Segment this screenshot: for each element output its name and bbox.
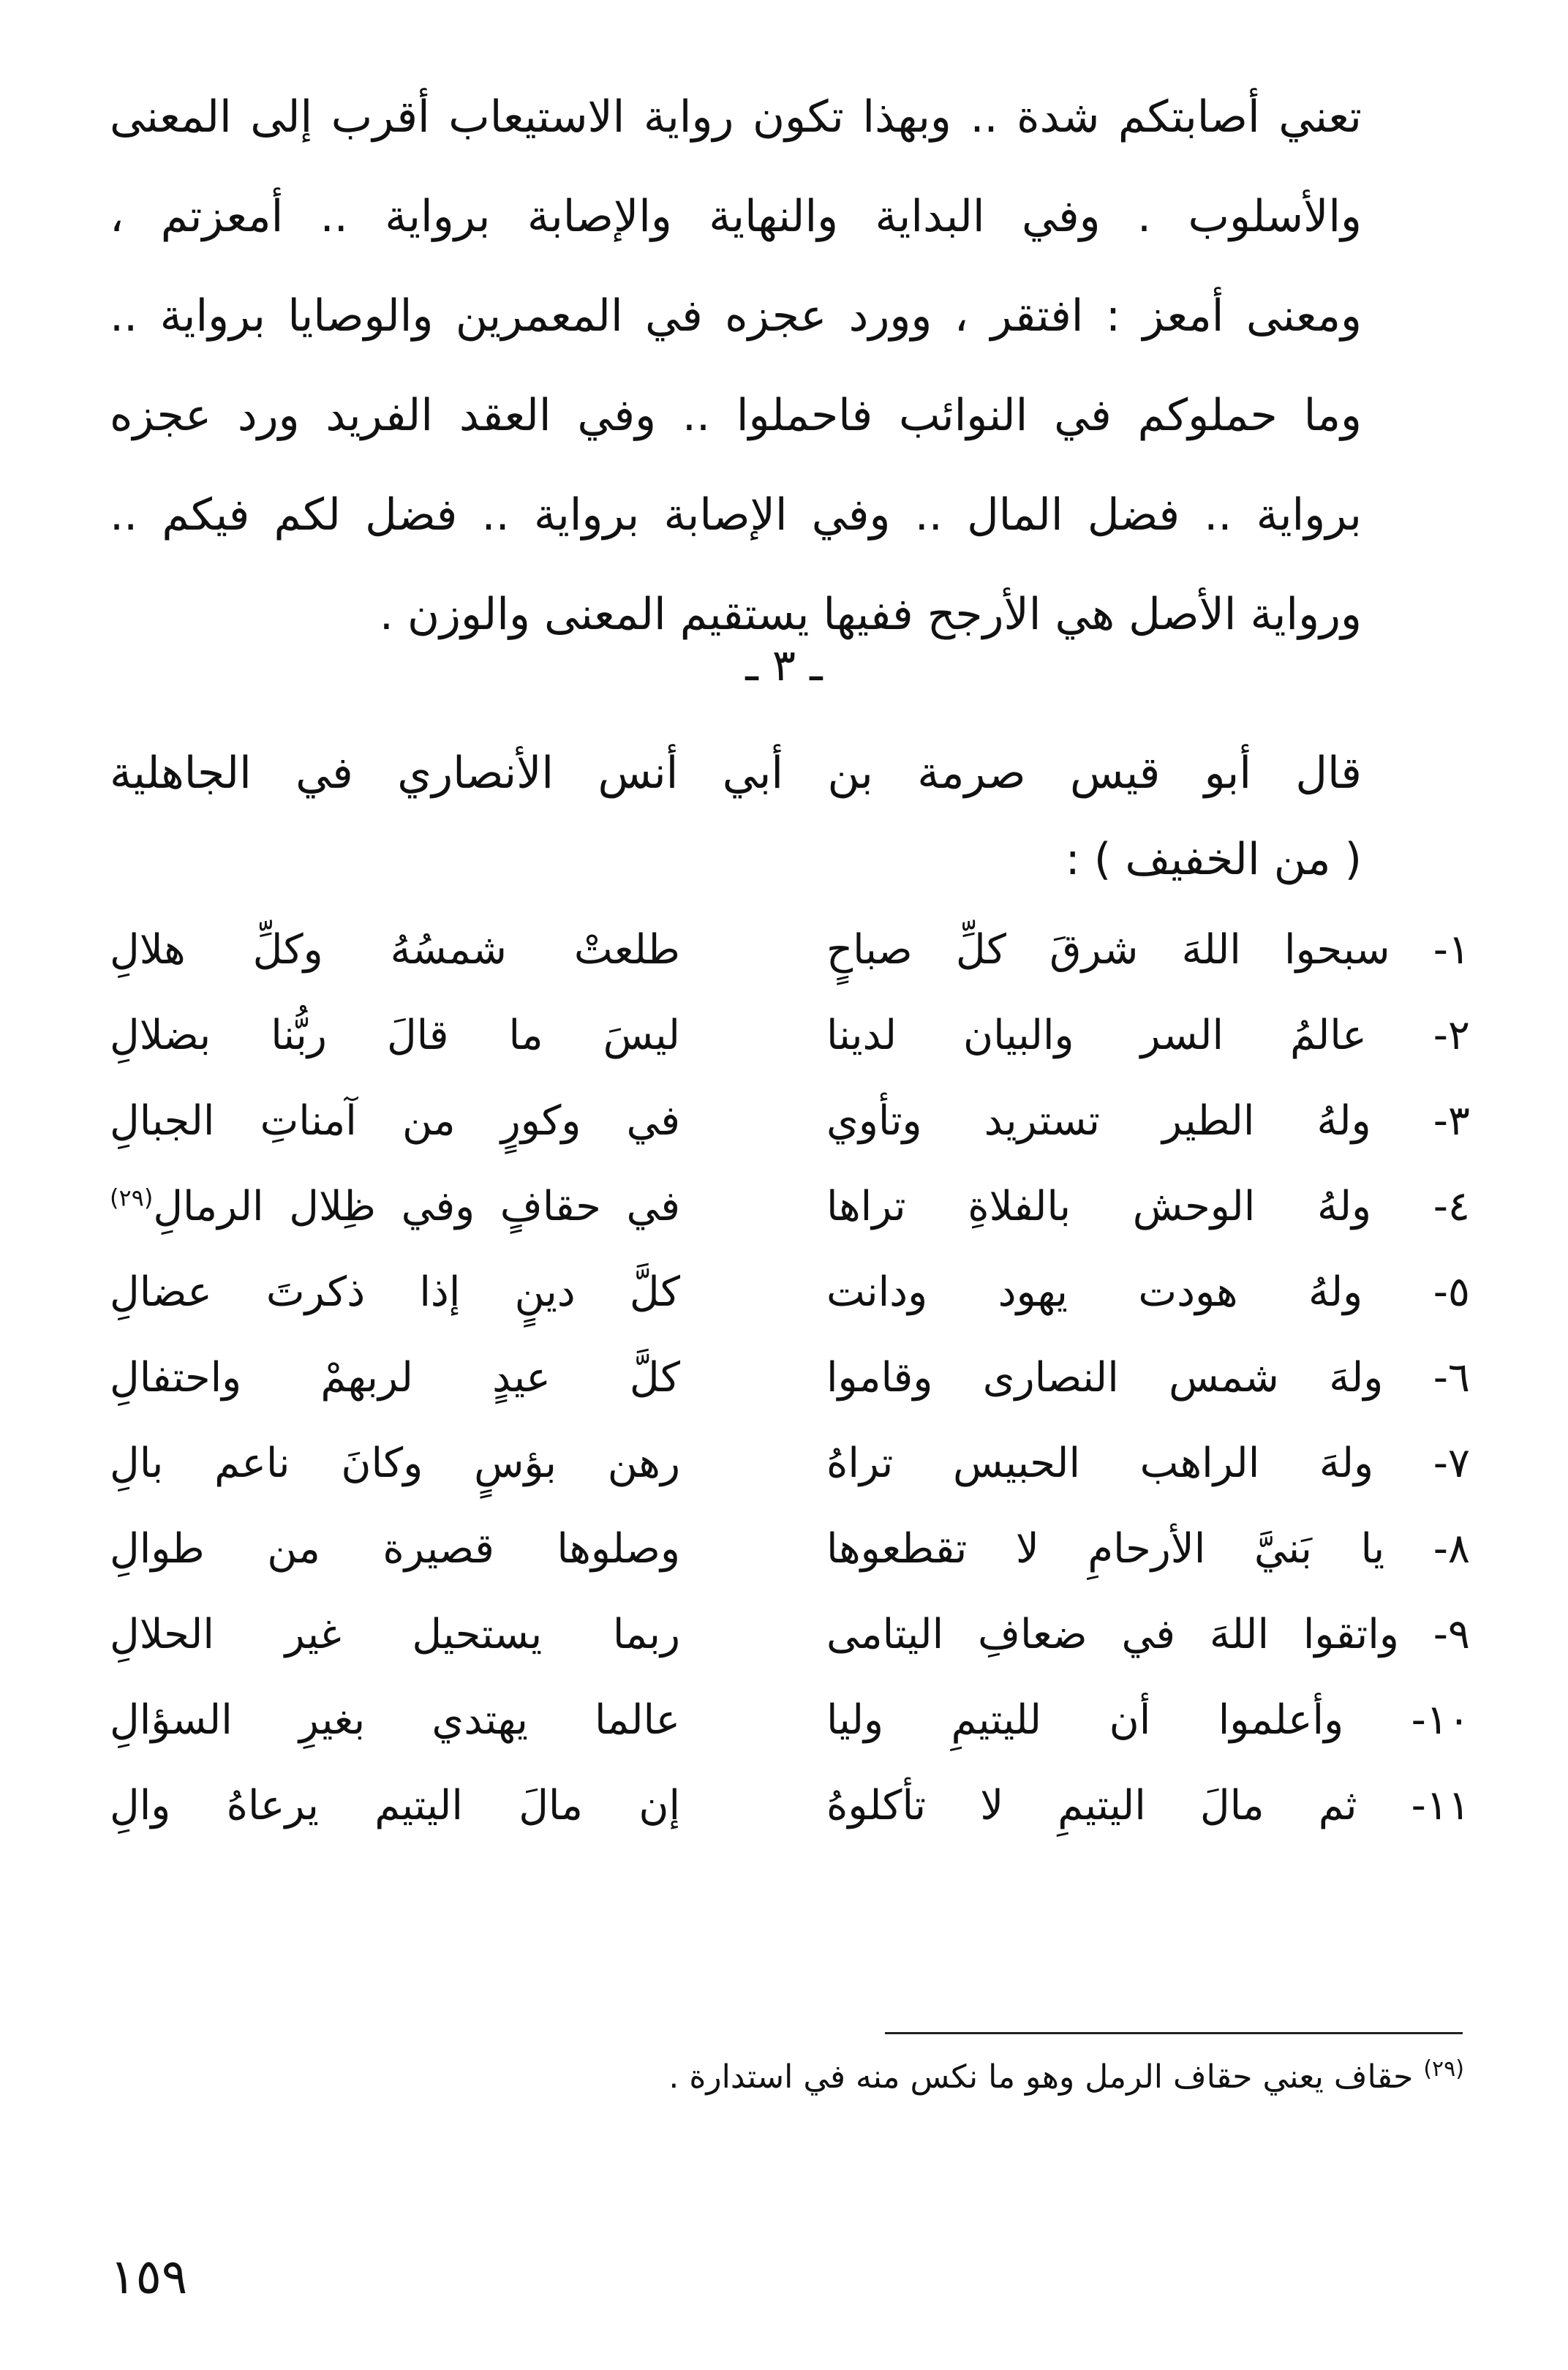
footnote-ref: (٢٩): [1423, 2056, 1464, 2083]
footnote-marker: (٢٩): [110, 1184, 154, 1212]
verse-second-text: ربما يستحيل غير الحلالِ: [110, 1611, 680, 1658]
verse-first-hemistich: ٣- ولهُ الطير تستريد وتأوي: [826, 1097, 1470, 1145]
verse-first-hemistich: ٥- ولهُ هودت يهود ودانت: [826, 1268, 1470, 1316]
footnote: [513, 2048, 1464, 2107]
verse-second-hemistich: [110, 1592, 680, 1677]
verse-second-text: ليسَ ما قالَ ربُّنا بضلالِ: [110, 1012, 680, 1059]
page-number: ١٥٩: [110, 2249, 188, 2305]
prose-line: ورواية الأصل هي الأرجح ففيها يستقيم المعنى والوزن .: [379, 589, 1362, 640]
verse: [110, 1335, 1470, 1421]
poem-meter: ( من الخفيف ) :: [1065, 834, 1362, 885]
footnote-divider: [885, 2032, 1463, 2034]
verse-second-text: في حقافٍ وفي ظِلال الرمالِ: [153, 1183, 680, 1230]
verse-second-hemistich: [110, 1763, 680, 1848]
verse: [110, 1506, 1470, 1592]
prose-paragraph: [110, 67, 1362, 664]
prose-line: ومعنى أمعز : افتقر ، وورد عجزه في المعمرين والوصايا برواية ..: [110, 290, 1362, 342]
verse: [110, 1078, 1470, 1164]
footnote-text: حقاف يعني حقاف الرمل وهو ما نكس منه في استدارة .: [668, 2058, 1414, 2096]
verse-first-hemistich: ٤- ولهُ الوحش بالفلاةِ تراها: [826, 1183, 1470, 1230]
verse: [110, 1763, 1470, 1848]
prose-line: تعني أصابتكم شدة .. وبهذا تكون رواية الاستيعاب أقرب إلى المعنى: [110, 91, 1362, 143]
verse-second-hemistich: [110, 1078, 680, 1164]
prose-line: برواية .. فضل المال .. وفي الإصابة برواية .. فضل لكم فيكم ..: [110, 489, 1362, 541]
verse: [110, 1592, 1470, 1677]
verse-second-hemistich: [110, 1335, 680, 1421]
verse-second-text: إن مالَ اليتيم يرعاهُ والِ: [110, 1782, 680, 1829]
verse-first-hemistich: ٢- عالمُ السر والبيان لدينا: [826, 1012, 1470, 1059]
verse-second-hemistich: [110, 993, 680, 1078]
verse-first-hemistich: ١٠- وأعلموا أن لليتيمِ وليا: [826, 1696, 1470, 1744]
section-number: ـ ٣ ـ: [745, 640, 823, 691]
verse-second-hemistich: [110, 1677, 680, 1763]
poem: [110, 907, 1470, 1848]
verse-second-text: رهن بؤسٍ وكانَ ناعم بالِ: [110, 1440, 680, 1487]
verse: [110, 1421, 1470, 1506]
poem-intro: [110, 730, 1362, 903]
prose-line: وما حملوكم في النوائب فاحملوا .. وفي العقد الفريد ورد عجزه: [110, 390, 1362, 441]
verse: [110, 993, 1470, 1078]
verse-first-hemistich: ٧- ولهَ الراهب الحبيس تراهُ: [826, 1440, 1470, 1487]
verse: [110, 1249, 1470, 1335]
verse-second-text: طلعتْ شمسُهُ وكلِّ هلالِ: [110, 926, 680, 974]
verse-second-hemistich: [110, 1506, 680, 1592]
poem-attribution: قال أبو قيس صرمة بن أبي أنس الأنصاري في الجاهلية: [110, 748, 1362, 799]
verse: [110, 1677, 1470, 1763]
verse-second-hemistich: [110, 1164, 680, 1249]
verse: [110, 907, 1470, 993]
verse-first-hemistich: ١- سبحوا اللهَ شرقَ كلِّ صباحٍ: [826, 926, 1470, 974]
verse-first-hemistich: ٩- واتقوا اللهَ في ضعافِ اليتامى: [826, 1611, 1470, 1658]
verse-first-hemistich: ٨- يا بَنيَّ الأرحامِ لا تقطعوها: [826, 1525, 1470, 1573]
verse-first-hemistich: ١١- ثم مالَ اليتيمِ لا تأكلوهُ: [826, 1782, 1470, 1829]
verse-second-hemistich: [110, 907, 680, 993]
verse-second-hemistich: [110, 1249, 680, 1335]
verse-first-hemistich: ٦- ولهَ شمس النصارى وقاموا: [826, 1354, 1470, 1402]
verse-second-text: كلَّ عيدٍ لربهمْ واحتفالِ: [110, 1354, 680, 1402]
verse-second-text: كلَّ دينٍ إذا ذكرتَ عضالِ: [110, 1268, 680, 1316]
verse-second-hemistich: [110, 1421, 680, 1506]
verse: [110, 1164, 1470, 1249]
verse-second-text: عالما يهتدي بغيرِ السؤالِ: [110, 1696, 680, 1744]
verse-second-text: وصلوها قصيرة من طوالِ: [110, 1525, 680, 1573]
prose-line: والأسلوب . وفي البداية والنهاية والإصابة برواية .. أمعزتم ،: [110, 191, 1362, 242]
verse-second-text: في وكورٍ من آمناتِ الجبالِ: [110, 1097, 680, 1145]
